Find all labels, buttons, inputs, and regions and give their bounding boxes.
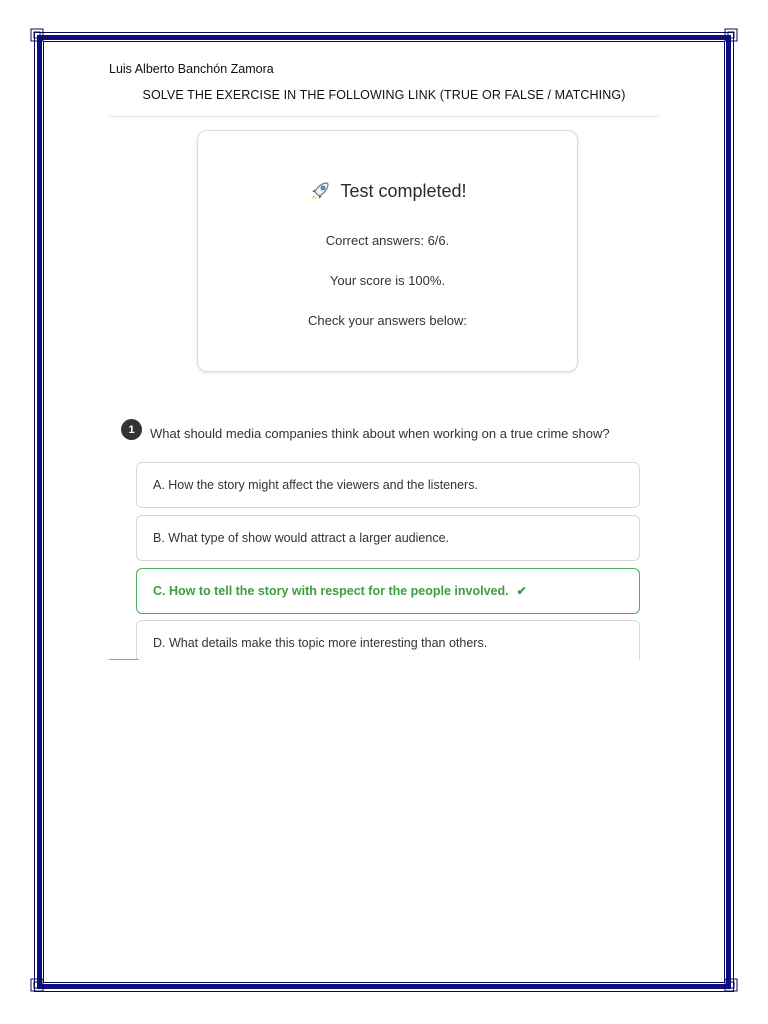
answer-option-c-correct[interactable]	[136, 568, 640, 614]
corner-ornament	[724, 28, 738, 42]
question-text: What should media companies think about when working on a true crime show?	[150, 426, 610, 441]
option-label: C. How to tell the story with respect for the people involved.	[153, 584, 509, 598]
option-label: D. What details make this topic more interesting than others.	[153, 636, 488, 650]
result-card	[197, 130, 578, 372]
instruction-text: SOLVE THE EXERCISE IN THE FOLLOWING LINK (TRUE OR FALSE / MATCHING)	[142, 88, 626, 102]
rocket-icon	[308, 179, 332, 203]
progress-underline	[109, 659, 139, 660]
option-label: A. How the story might affect the viewers and the listeners.	[153, 478, 478, 492]
option-label: B. What type of show would attract a larger audience.	[153, 531, 449, 545]
divider	[109, 116, 659, 117]
check-icon: ✔	[516, 584, 527, 598]
question-number-badge: 1	[121, 419, 142, 440]
answer-option-d[interactable]	[136, 620, 640, 660]
result-heading	[198, 179, 577, 203]
score-text: Your score is 100%.	[329, 273, 446, 288]
corner-ornament	[30, 978, 44, 992]
author-name: Luis Alberto Banchón Zamora	[109, 62, 274, 76]
corner-ornament	[724, 978, 738, 992]
answer-options	[136, 462, 640, 660]
check-answers-text: Check your answers below:	[308, 313, 467, 328]
correct-answers-text: Correct answers: 6/6.	[325, 233, 450, 248]
result-title: Test completed!	[340, 180, 467, 201]
answer-option-b[interactable]	[136, 515, 640, 561]
question	[121, 420, 661, 441]
answer-option-a[interactable]	[136, 462, 640, 508]
corner-ornament	[30, 28, 44, 42]
